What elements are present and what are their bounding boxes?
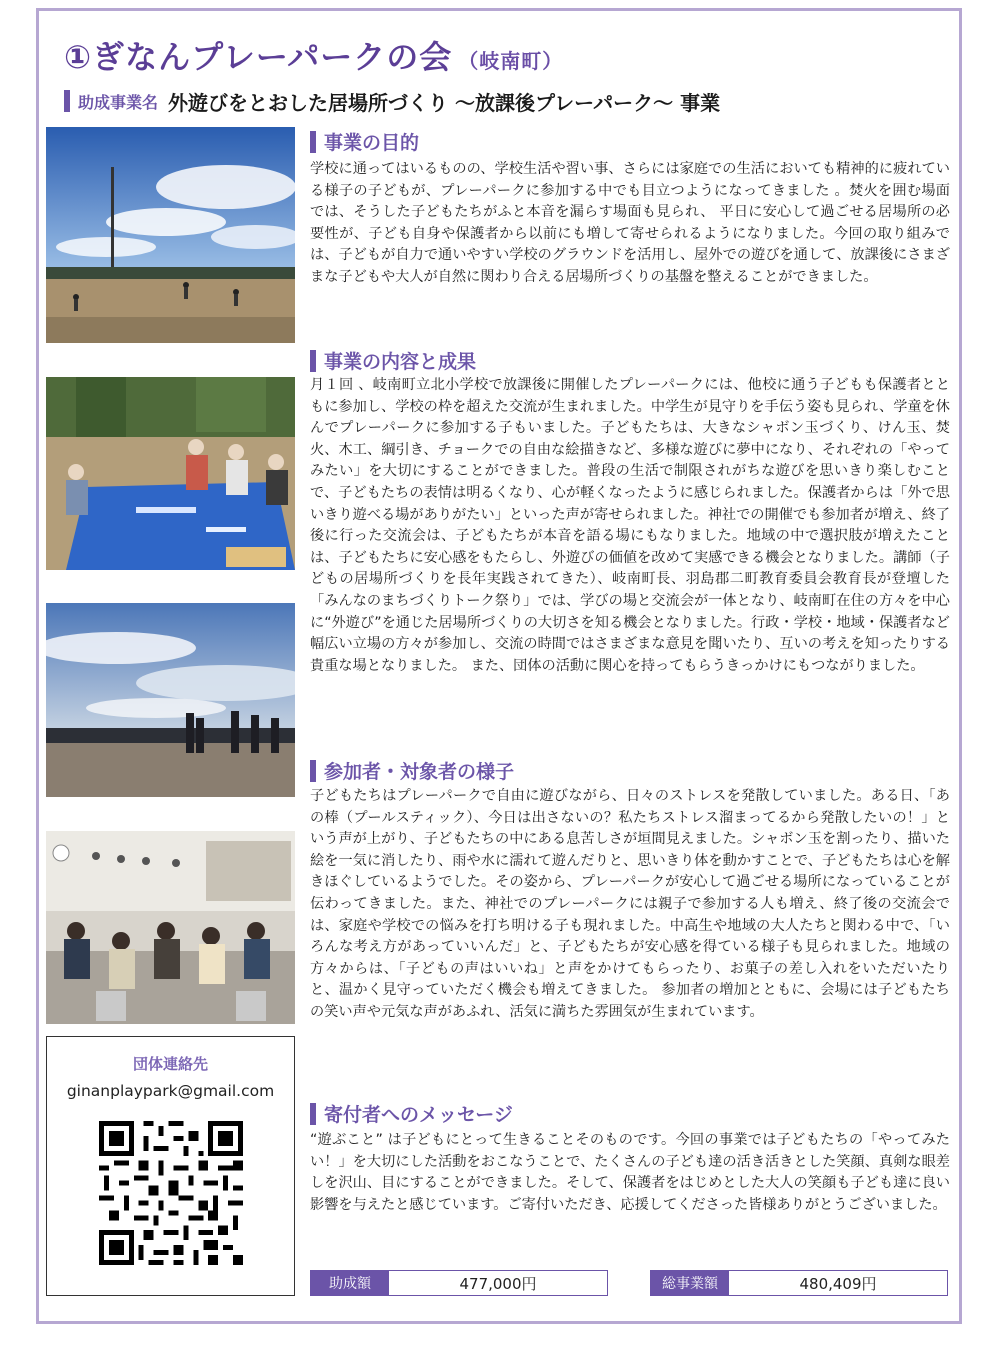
page-title <box>64 32 563 78</box>
accent-bar <box>310 350 316 372</box>
section-heading-text: 事業の内容と成果 <box>324 351 477 373</box>
contact-email[interactable]: ginanplaypark@gmail.com <box>66 1082 275 1100</box>
section-heading-text: 参加者・対象者の様子 <box>324 761 515 783</box>
grant-amount-box <box>310 1270 608 1296</box>
total-amount-value: 480,409円 <box>799 1274 877 1293</box>
photo-schoolyard-sky <box>46 127 295 343</box>
accent-bar <box>64 90 70 112</box>
photo-bubble-play <box>46 377 295 570</box>
section-text-purpose: 学校に通ってはいるものの、学校生活や習い事、さらには家庭での生活においても精神的に疲れている様子の子どもが、プレーパークに参加する中でも目立つようになってきました 。焚火を囲む場面では、そうした子どもたちがふと本音を漏らす場面も見られ、 平日に安心して過ごせる居場所の必要性が、子ども自身や保護者から以前にも増して寄せられるようになりました。今回の取り組みでは、子どもが自力で通いやすい学校のグラウンドを活用し、屋外での遊びを通して、放課後にさまざまな子どもや大人が自然に関わり合える居場所づくりの基盤を整えることができました。 <box>310 161 950 285</box>
section-heading-text: 寄付者へのメッセージ <box>324 1104 513 1126</box>
photo-talk-event <box>46 831 295 1024</box>
section-text-message: “遊ぶこと” は子どもにとって生きることそのものです。今回の事業では子どもたちの「やってみたい！」を大切にした活動をおこなうことで、たくさんの子ども達の活き活きとした笑顔、真剣な眼差しを沢山、目にすることができました。そして、保護者をはじめとした大人の笑顔も子ども達に良い影響を与えたと感じています。ご寄付いただき、応援してくださった皆様ありがとうございました。 <box>310 1132 950 1213</box>
section-heading-participants <box>310 757 514 784</box>
total-amount-label: 総事業額 <box>651 1271 729 1295</box>
contact-box <box>46 1036 295 1296</box>
total-amount-box <box>650 1270 948 1296</box>
accent-bar <box>310 131 316 153</box>
photo-evening-field <box>46 603 295 797</box>
section-heading-message <box>310 1100 513 1127</box>
accent-bar <box>310 1103 316 1125</box>
qr-code-icon[interactable] <box>99 1121 243 1265</box>
top-strip <box>36 0 962 8</box>
contact-title: 団体連絡先 <box>132 1055 208 1073</box>
grant-amount-label: 助成額 <box>311 1271 389 1295</box>
organization-location: （岐南町） <box>458 49 564 73</box>
section-heading-content <box>310 347 476 374</box>
project-row <box>64 88 720 114</box>
section-text-participants: 子どもたちはプレーパークで自由に遊びながら、日々のストレスを発散していました。ある日、「あの棒（プールスティック）、今日は出さないの？私たちストレス溜まってるから発散したいの！」という声が上がり、子どもたちの中にある息苦しさが垣間見えました。シャボン玉を割ったり、描いた絵を一気に消したり、雨や水に濡れて遊んだりと、思いきり体を動かすことで、子どもたちは心を解きほぐしているようでした。その姿から、プレーパークが安心して過ごせる場所になっていることが伝わってきました。また、神社でのプレーパークには親子で参加する人も増え、終了後の交流会では、家庭や学校での悩みを打ち明ける子も現れました。中高生や地域の大人たちと関わる中で、「いろんな考え方があっていいんだ」と、子どもたちが安心感を得ている様子も見られました。地域の方々からは、「子どもの声はいいね」と声をかけてもらったり、お菓子の差し入れをいただいたりと、温かく見守っていただく機会も増えてきました。 参加者の増加とともに、会場には子どもたちの笑い声や元気な声があふれ、活気に満ちた雰囲気が生まれています。 <box>310 788 950 1020</box>
grant-amount-value: 477,000円 <box>459 1274 537 1293</box>
organization-name: ①ぎなんプレーパークの会 <box>64 38 453 76</box>
section-heading-purpose <box>310 128 419 155</box>
project-name: 外遊びをとおした居場所づくり ～放課後プレーパーク～ 事業 <box>168 90 721 115</box>
section-text-content: 月１回 、岐南町立北小学校で放課後に開催したプレーパークには、他校に通う子どもも保護者とともに参加し、学校の枠を超えた交流が生まれました。中学生が見守りを手伝う姿も見られ、学童を休んでプレーパークに参加する子もいました。子どもたちは、大きなシャボン玉づくり、けん玉、焚火、木工、綱引き、チョークでの自由な絵描きなど、多様な遊びに夢中になり、それぞれの「やってみたい」を大切にすることができました。普段の生活で制限されがちな遊びを思いきり楽しむことで、子どもたちの表情は明るくなり、心が軽くなったように感じられました。保護者からは「外で思いきり遊べる場がありがたい」といった声が寄せられました。神社での開催でも参加者が増え、終了後に行った交流会は、子どもたちが本音を語る場にもなりました。地域の中で選択肢が増えたことは、子どもたちに安心感をもたらし、外遊びの価値を改めて実感できる機会となりました。講師（子どもの居場所づくりを長年実践されてきた）、岐南町長、羽島郡二町教育委員会教育長が登壇した「みんなのまちづくりトーク祭り」では、学びの場と交流会が一体となり、岐南町在住の方々を中心に“外遊び”を通じた居場所づくりの大切さを知る機会となりました。行政・学校・地域・保護者など幅広い立場の方々が参加し、交流の時間ではさまざまな意見を聞いたり、互いの考えを知ったりする貴重な場となりました。 また、団体の活動に関心を持ってもらうきっかけにもつながりました。 <box>310 377 950 674</box>
accent-bar <box>310 760 316 782</box>
project-label: 助成事業名 <box>78 92 159 112</box>
section-heading-text: 事業の目的 <box>324 132 420 154</box>
